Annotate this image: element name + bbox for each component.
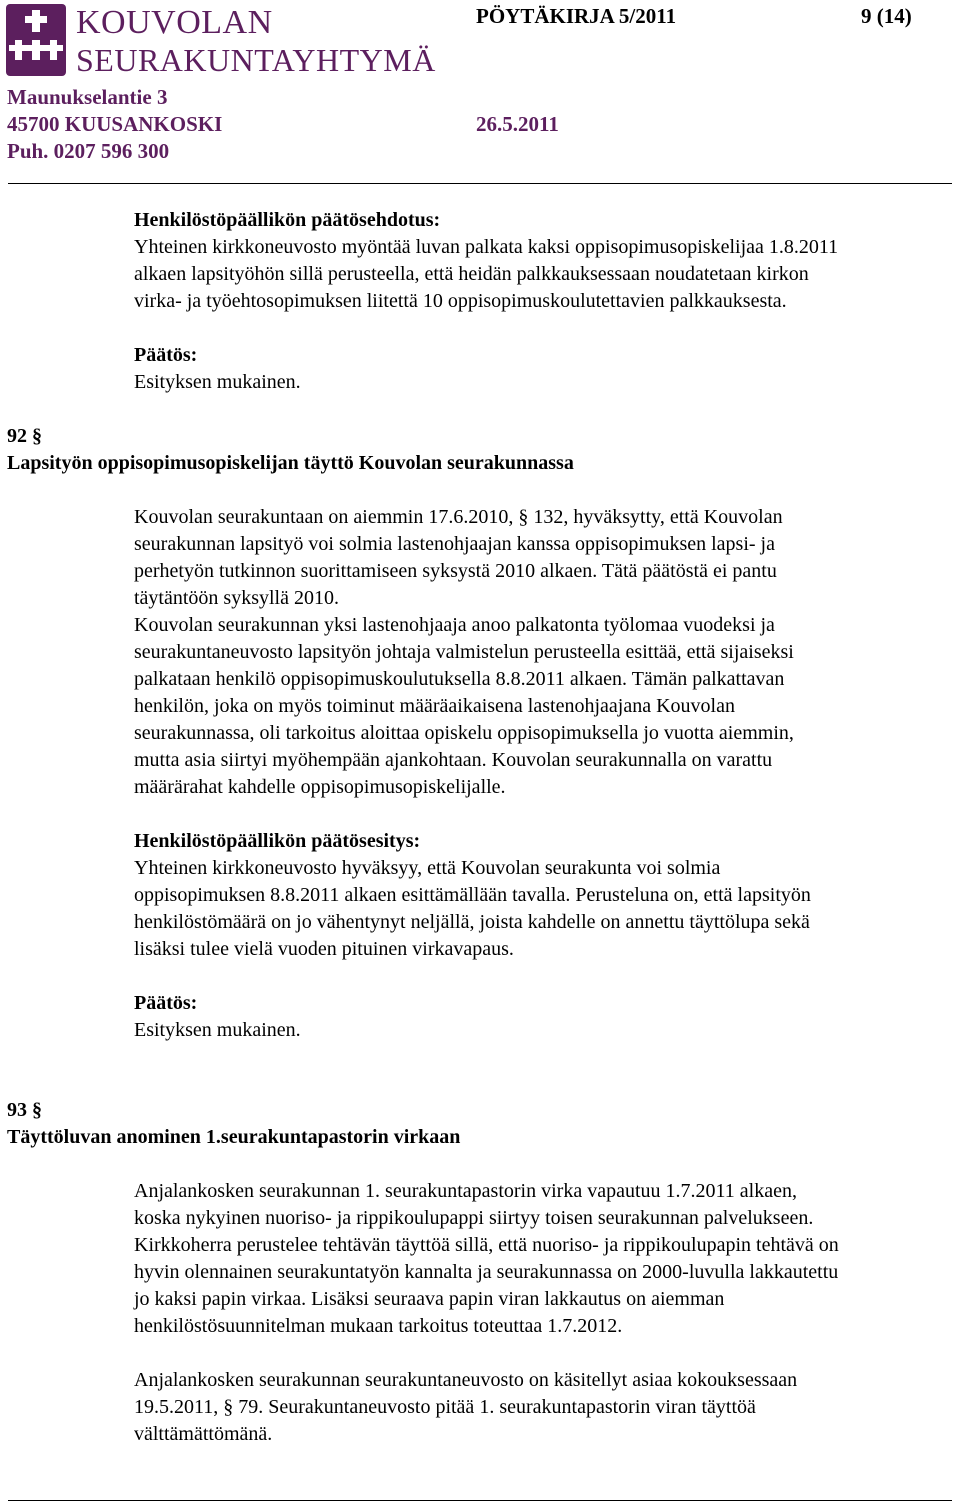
paragraph-line: määrärahat kahdelle oppisopimusopiskelijalle. — [134, 776, 506, 798]
address-postal: 45700 KUUSANKOSKI — [7, 112, 223, 136]
paragraph-line: Anjalankosken seurakunnan 1. seurakuntapastorin virka vapautuu 1.7.2011 alkaen, — [134, 1180, 797, 1202]
paragraph-line: Yhteinen kirkkoneuvosto myöntää luvan palkata kaksi oppisopimusopiskelijaa 1.8.2011 — [134, 236, 839, 258]
header-divider — [8, 183, 952, 184]
paragraph-line: Anjalankosken seurakunnan seurakuntaneuvosto on käsitellyt asiaa kokouksessaan — [134, 1369, 798, 1391]
paragraph-line: Yhteinen kirkkoneuvosto hyväksyy, että Kouvolan seurakunta voi solmia — [134, 857, 721, 879]
document-title: PÖYTÄKIRJA 5/2011 — [476, 4, 677, 28]
page-number: 9 (14) — [861, 4, 912, 28]
paragraph-line: hyvin olennainen seurakuntatyön kannalta ja seurakunnassa on 2000-luvulla lakkautettu — [134, 1261, 839, 1283]
paragraph-line: perhetyön tutkinnon suorittamiseen syksystä 2010 alkaen. Tätä päätöstä ei pantu — [134, 560, 777, 582]
section-number: 92 § — [7, 425, 42, 447]
decision-text: Esityksen mukainen. — [134, 371, 301, 393]
paragraph-line: alkaen lapsityöhön sillä perusteella, että heidän palkkauksessaan noudatetaan kirkon — [134, 263, 809, 285]
decision-label: Päätös: — [134, 992, 198, 1014]
paragraph-line: Kirkkoherra perustelee tehtävän täyttöä sillä, että nuoriso- ja rippikoulupapin tehtävä on — [134, 1234, 839, 1256]
proposal-heading: Henkilöstöpäällikön päätösesitys: — [134, 830, 421, 852]
paragraph-line: seurakuntaneuvosto lapsityön johtaja valmistelun perusteella esittää, että sijaiseksi — [134, 641, 794, 663]
paragraph-line: jo kaksi papin virkaa. Lisäksi seuraava papin viran lakkautus on aiemman — [134, 1288, 725, 1310]
paragraph-line: täytäntöön syksyllä 2010. — [134, 587, 339, 609]
paragraph-line: seurakunnassa, oli tarkoitus aloittaa opiskelu oppisopimuksella jo vuotta aiemmin, — [134, 722, 794, 744]
paragraph-line: henkilön, joka on myös toiminut määräaikaisena lastenohjaajana Kouvolan — [134, 695, 735, 717]
org-name-line2: SEURAKUNTAYHTYMÄ — [76, 42, 436, 78]
meeting-date: 26.5.2011 — [476, 112, 559, 136]
paragraph-line: virka- ja työehtosopimuksen liitettä 10 oppisopimuskoulutettavien palkkauksesta. — [134, 290, 787, 312]
footer-divider — [8, 1500, 952, 1501]
paragraph-line: Kouvolan seurakuntaan on aiemmin 17.6.2010, § 132, hyväksytty, että Kouvolan — [134, 506, 783, 528]
paragraph-line: mutta asia siirtyi myöhempään ajankohtaan. Kouvolan seurakunnalla on varattu — [134, 749, 773, 771]
decision-text: Esityksen mukainen. — [134, 1019, 301, 1041]
phone-number: Puh. 0207 596 300 — [7, 139, 170, 163]
proposal-heading: Henkilöstöpäällikön päätösehdotus: — [134, 209, 441, 231]
paragraph-line: Kouvolan seurakunnan yksi lastenohjaaja anoo palkatonta työlomaa vuodeksi ja — [134, 614, 775, 636]
section-number: 93 § — [7, 1099, 42, 1121]
paragraph-line: koska nykyinen nuoriso- ja rippikoulupappi siirtyy toisen seurakunnan palvelukseen. — [134, 1207, 814, 1229]
paragraph-line: palkataan henkilö oppisopimuskoulutuksella 8.8.2011 alkaen. Tämän palkattavan — [134, 668, 785, 690]
paragraph-line: lisäksi tulee vielä vuoden pituinen virkavapaus. — [134, 938, 514, 960]
org-name-line1: KOUVOLAN — [76, 4, 273, 41]
paragraph-line: henkilöstömäärä on jo vähentynyt neljällä, joista kahdelle on annettu täyttölupa sekä — [134, 911, 810, 933]
paragraph-line: seurakunnan lapsityö voi solmia lastenohjaajan kanssa oppisopimuksen lapsi- ja — [134, 533, 775, 555]
paragraph-line: välttämättömänä. — [134, 1423, 273, 1445]
church-crosses-logo-icon — [6, 4, 66, 76]
paragraph-line: henkilöstösuunnitelman mukaan tarkoitus toteuttaa 1.7.2012. — [134, 1315, 623, 1337]
address-street: Maunukselantie 3 — [7, 85, 168, 109]
paragraph-line: oppisopimuksen 8.8.2011 alkaen esittämällään tavalla. Perusteluna on, että lapsityön — [134, 884, 811, 906]
section-title: Lapsityön oppisopimusopiskelijan täyttö Kouvolan seurakunnassa — [7, 452, 574, 474]
paragraph-line: 19.5.2011, § 79. Seurakuntaneuvosto pitää 1. seurakuntapastorin viran täyttöä — [134, 1396, 756, 1418]
decision-label: Päätös: — [134, 344, 198, 366]
section-title: Täyttöluvan anominen 1.seurakuntapastorin virkaan — [7, 1126, 461, 1148]
